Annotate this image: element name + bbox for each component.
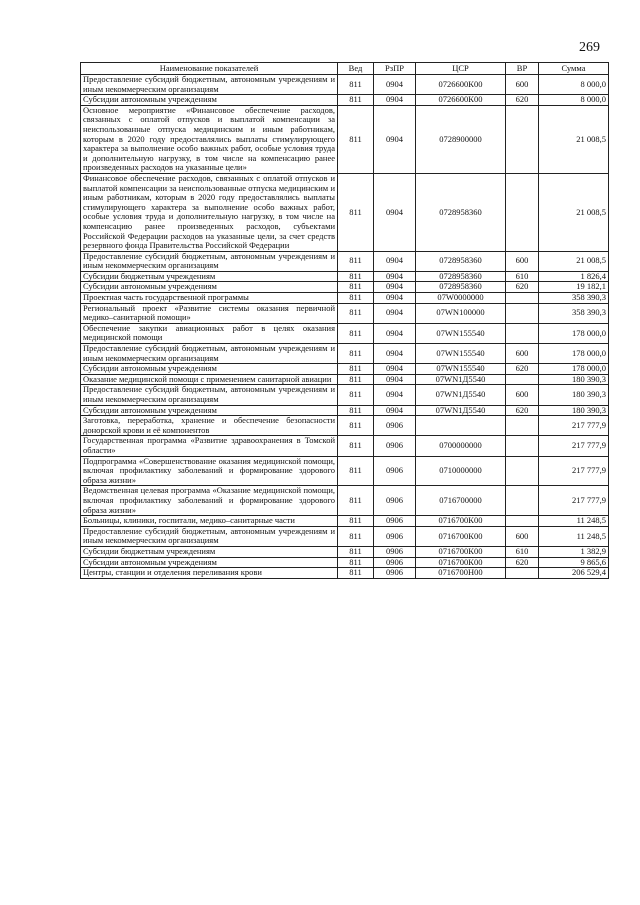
cell-ved: 811	[338, 364, 374, 375]
table-row	[81, 293, 609, 304]
table-row	[81, 75, 609, 95]
cell-rzpr: 0904	[374, 303, 416, 323]
cell-vr: 620	[506, 95, 539, 106]
cell-sum: 8 000,0	[539, 95, 609, 106]
table-row	[81, 173, 609, 251]
cell-ved: 811	[338, 486, 374, 516]
table-row	[81, 323, 609, 343]
cell-csr: 0728958360	[416, 173, 506, 251]
cell-rzpr: 0906	[374, 568, 416, 579]
cell-csr: 07WN100000	[416, 303, 506, 323]
cell-sum: 178 000,0	[539, 344, 609, 364]
cell-csr: 0716700К00	[416, 557, 506, 568]
header-rzpr: РзПР	[374, 63, 416, 75]
cell-sum: 358 390,3	[539, 293, 609, 304]
cell-ved: 811	[338, 546, 374, 557]
table-row	[81, 557, 609, 568]
cell-ved: 811	[338, 436, 374, 456]
cell-name: Субсидии автономным учреждениям	[81, 557, 338, 568]
cell-name: Субсидии автономным учреждениям	[81, 364, 338, 375]
cell-csr: 07WN1Д5540	[416, 405, 506, 416]
cell-name: Предоставление субсидий бюджетным, автономным учреждениям и иным некоммерческим организациям	[81, 344, 338, 364]
cell-vr	[506, 173, 539, 251]
cell-name: Субсидии автономным учреждениям	[81, 282, 338, 293]
cell-name: Ведомственная целевая программа «Оказание медицинской помощи, включая профилактику заболеваний и формирование здорового образа жизни»	[81, 486, 338, 516]
cell-name: Проектная часть государственной программы	[81, 293, 338, 304]
cell-sum: 21 008,5	[539, 251, 609, 271]
cell-vr	[506, 416, 539, 436]
cell-name: Субсидии автономным учреждениям	[81, 405, 338, 416]
cell-ved: 811	[338, 568, 374, 579]
cell-sum: 1 826,4	[539, 271, 609, 282]
cell-vr	[506, 456, 539, 486]
cell-sum: 217 777,9	[539, 416, 609, 436]
cell-csr	[416, 416, 506, 436]
cell-name: Предоставление субсидий бюджетным, автономным учреждениям и иным некоммерческим организациям	[81, 385, 338, 405]
cell-csr: 07WN1Д5540	[416, 374, 506, 385]
cell-vr	[506, 436, 539, 456]
cell-vr	[506, 303, 539, 323]
cell-vr: 600	[506, 251, 539, 271]
cell-name: Региональный проект «Развитие системы оказания первичной медико–санитарной помощи»	[81, 303, 338, 323]
cell-sum: 217 777,9	[539, 486, 609, 516]
cell-csr: 0728958360	[416, 251, 506, 271]
cell-rzpr: 0906	[374, 456, 416, 486]
cell-vr: 620	[506, 405, 539, 416]
cell-csr: 0728958360	[416, 282, 506, 293]
table-row	[81, 251, 609, 271]
cell-sum: 1 382,9	[539, 546, 609, 557]
cell-vr	[506, 486, 539, 516]
cell-sum: 9 865,6	[539, 557, 609, 568]
cell-name: Обеспечение закупки авиационных работ в целях оказания медицинской помощи	[81, 323, 338, 343]
cell-rzpr: 0906	[374, 546, 416, 557]
cell-sum: 206 529,4	[539, 568, 609, 579]
cell-rzpr: 0904	[374, 293, 416, 304]
table-row	[81, 526, 609, 546]
cell-name: Субсидии бюджетным учреждениям	[81, 271, 338, 282]
cell-csr: 0726600К00	[416, 95, 506, 106]
cell-rzpr: 0904	[374, 271, 416, 282]
cell-ved: 811	[338, 344, 374, 364]
cell-ved: 811	[338, 405, 374, 416]
cell-csr: 07WN155540	[416, 323, 506, 343]
cell-vr: 600	[506, 75, 539, 95]
cell-vr: 620	[506, 282, 539, 293]
cell-sum: 19 182,1	[539, 282, 609, 293]
cell-sum: 178 000,0	[539, 323, 609, 343]
cell-csr: 0716700000	[416, 486, 506, 516]
cell-vr	[506, 568, 539, 579]
table-header-row	[81, 63, 609, 75]
table-row	[81, 95, 609, 106]
header-name: Наименование показателей	[81, 63, 338, 75]
cell-csr: 0728958360	[416, 271, 506, 282]
cell-vr	[506, 374, 539, 385]
cell-ved: 811	[338, 557, 374, 568]
header-csr: ЦСР	[416, 63, 506, 75]
cell-sum: 217 777,9	[539, 456, 609, 486]
cell-rzpr: 0904	[374, 323, 416, 343]
table-row	[81, 516, 609, 527]
cell-name: Предоставление субсидий бюджетным, автономным учреждениям и иным некоммерческим организациям	[81, 526, 338, 546]
cell-name: Оказание медицинской помощи с применением санитарной авиации	[81, 374, 338, 385]
cell-csr: 07W0000000	[416, 293, 506, 304]
table-row	[81, 374, 609, 385]
cell-name: Предоставление субсидий бюджетным, автономным учреждениям и иным некоммерческим организациям	[81, 75, 338, 95]
table-row	[81, 568, 609, 579]
cell-vr	[506, 293, 539, 304]
table-row	[81, 416, 609, 436]
cell-ved: 811	[338, 251, 374, 271]
cell-ved: 811	[338, 75, 374, 95]
cell-ved: 811	[338, 95, 374, 106]
cell-csr: 07WN155540	[416, 344, 506, 364]
table-row	[81, 271, 609, 282]
cell-vr	[506, 323, 539, 343]
cell-rzpr: 0904	[374, 105, 416, 173]
table-row	[81, 385, 609, 405]
budget-table	[80, 62, 609, 579]
cell-name: Предоставление субсидий бюджетным, автономным учреждениям и иным некоммерческим организациям	[81, 251, 338, 271]
header-sum: Сумма	[539, 63, 609, 75]
cell-rzpr: 0904	[374, 251, 416, 271]
cell-sum: 21 008,5	[539, 105, 609, 173]
cell-rzpr: 0904	[374, 374, 416, 385]
header-vr: ВР	[506, 63, 539, 75]
cell-sum: 180 390,3	[539, 405, 609, 416]
table-body	[81, 75, 609, 579]
cell-sum: 11 248,5	[539, 526, 609, 546]
cell-ved: 811	[338, 293, 374, 304]
cell-sum: 358 390,3	[539, 303, 609, 323]
cell-rzpr: 0906	[374, 516, 416, 527]
cell-rzpr: 0904	[374, 173, 416, 251]
cell-ved: 811	[338, 516, 374, 527]
cell-csr: 07WN155540	[416, 364, 506, 375]
cell-ved: 811	[338, 385, 374, 405]
cell-sum: 178 000,0	[539, 364, 609, 375]
table-row	[81, 364, 609, 375]
header-ved: Вед	[338, 63, 374, 75]
cell-name: Центры, станции и отделения переливания крови	[81, 568, 338, 579]
cell-sum: 21 008,5	[539, 173, 609, 251]
cell-rzpr: 0906	[374, 486, 416, 516]
cell-name: Подпрограмма «Совершенствование оказания медицинской помощи, включая профилактику заболеваний и формирование здорового образа жизни»	[81, 456, 338, 486]
cell-sum: 11 248,5	[539, 516, 609, 527]
cell-sum: 217 777,9	[539, 436, 609, 456]
cell-name: Больницы, клиники, госпитали, медико–санитарные части	[81, 516, 338, 527]
cell-rzpr: 0906	[374, 416, 416, 436]
cell-vr: 600	[506, 344, 539, 364]
cell-name: Заготовка, переработка, хранение и обеспечение безопасности донорской крови и её компонентов	[81, 416, 338, 436]
cell-vr: 610	[506, 546, 539, 557]
cell-vr: 600	[506, 385, 539, 405]
cell-vr	[506, 105, 539, 173]
cell-ved: 811	[338, 323, 374, 343]
cell-rzpr: 0904	[374, 282, 416, 293]
cell-rzpr: 0904	[374, 385, 416, 405]
cell-name: Финансовое обеспечение расходов, связанных с оплатой отпусков и выплатой компенсации за неиспользованные отпуска медицинским и иным работникам, которым в 2020 году предоставлялись выплаты стимулирующего характера за выполнение особо важных работ, особые условия труда и дополнительную нагрузку, в том числе на компенсацию ранее произведенных расходов, субъектами Российской Федерации расходов на указанные цели, за счет средств резервного фонда Правительства Российской Федерации	[81, 173, 338, 251]
cell-csr: 0716700К00	[416, 526, 506, 546]
cell-ved: 811	[338, 456, 374, 486]
cell-rzpr: 0906	[374, 557, 416, 568]
cell-name: Субсидии автономным учреждениям	[81, 95, 338, 106]
cell-rzpr: 0904	[374, 405, 416, 416]
cell-csr: 0700000000	[416, 436, 506, 456]
cell-csr: 07WN1Д5540	[416, 385, 506, 405]
cell-rzpr: 0904	[374, 75, 416, 95]
cell-ved: 811	[338, 105, 374, 173]
cell-name: Субсидии бюджетным учреждениям	[81, 546, 338, 557]
table-row	[81, 105, 609, 173]
cell-ved: 811	[338, 271, 374, 282]
cell-name: Государственная программа «Развитие здравоохранения в Томской области»	[81, 436, 338, 456]
cell-vr: 620	[506, 364, 539, 375]
cell-csr: 0728900000	[416, 105, 506, 173]
cell-ved: 811	[338, 416, 374, 436]
cell-vr: 610	[506, 271, 539, 282]
cell-name: Основное мероприятие «Финансовое обеспечение расходов, связанных с оплатой отпусков и выплатой компенсации за неиспользованные отпуска медицинским и иным работникам, которым в 2020 году предоставлялись выплаты стимулирующего характера за выполнение особо важных работ, особые условия труда и дополнительную нагрузку, в том числе на компенсацию ранее произведенных расходов на указанные цели»	[81, 105, 338, 173]
cell-rzpr: 0904	[374, 95, 416, 106]
cell-ved: 811	[338, 282, 374, 293]
table-row	[81, 436, 609, 456]
table-row	[81, 282, 609, 293]
cell-ved: 811	[338, 374, 374, 385]
cell-ved: 811	[338, 526, 374, 546]
cell-ved: 811	[338, 173, 374, 251]
cell-vr	[506, 516, 539, 527]
cell-csr: 0716700К00	[416, 546, 506, 557]
table-row	[81, 344, 609, 364]
cell-csr: 0710000000	[416, 456, 506, 486]
cell-sum: 180 390,3	[539, 385, 609, 405]
cell-rzpr: 0904	[374, 364, 416, 375]
cell-csr: 0726600К00	[416, 75, 506, 95]
cell-rzpr: 0906	[374, 526, 416, 546]
cell-rzpr: 0904	[374, 344, 416, 364]
cell-csr: 0716700К00	[416, 516, 506, 527]
cell-sum: 180 390,3	[539, 374, 609, 385]
cell-csr: 0716700Н00	[416, 568, 506, 579]
cell-rzpr: 0906	[374, 436, 416, 456]
table-row	[81, 405, 609, 416]
table-row	[81, 486, 609, 516]
table-row	[81, 303, 609, 323]
cell-vr: 620	[506, 557, 539, 568]
page-number: 269	[579, 40, 600, 55]
table-row	[81, 456, 609, 486]
cell-ved: 811	[338, 303, 374, 323]
cell-sum: 8 000,0	[539, 75, 609, 95]
table-row	[81, 546, 609, 557]
cell-vr: 600	[506, 526, 539, 546]
